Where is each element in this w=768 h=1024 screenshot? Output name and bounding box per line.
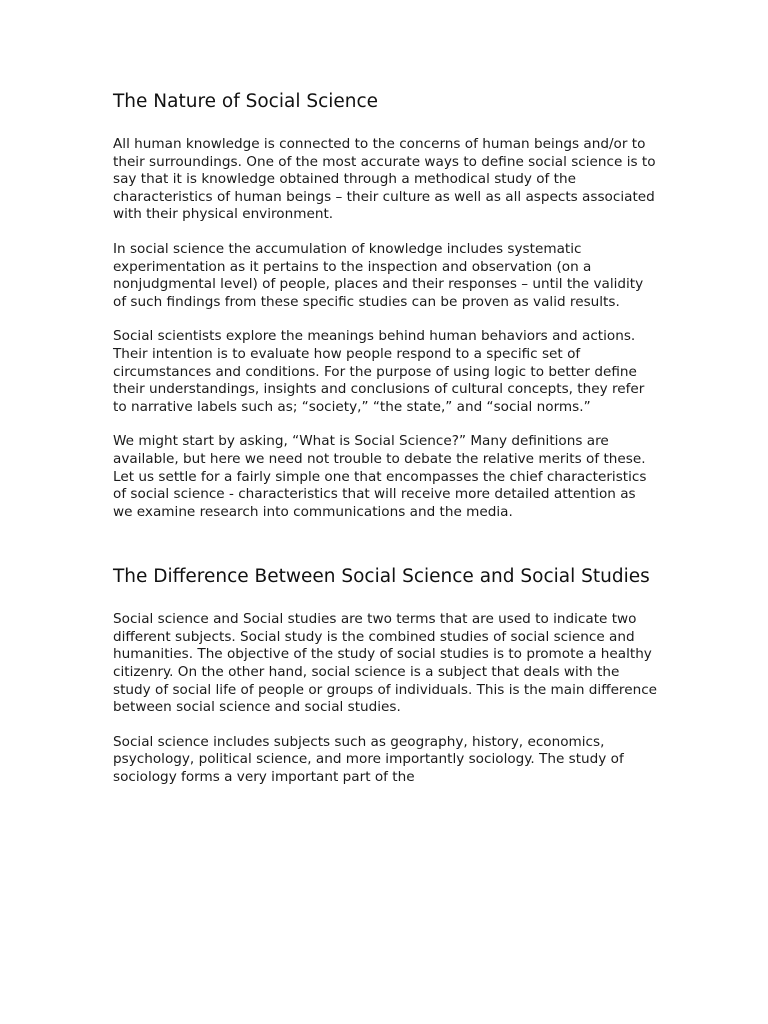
section-title-difference-social-science-studies: The Difference Between Social Science and Social Studies: [113, 566, 650, 588]
paragraph: All human knowledge is connected to the concerns of human beings and/or to their surroundings. One of the most accurate ways to define social science is to say that it is knowledge obtained through a methodical study of the characteristics of human beings – their culture as well as all aspects associated with their physical environment.: [113, 136, 656, 223]
paragraph: In social science the accumulation of knowledge includes systematic experimentation as it pertains to the inspection and observation (on a nonjudgmental level) of people, places and their responses – until the validity of such findings from these specific studies can be proven as valid results.: [113, 240, 644, 310]
paragraph: Social scientists explore the meanings behind human behaviors and actions. Their intention is to evaluate how people respond to a specific set of circumstances and conditions. For the purpose of using logic to better define their understandings, insights and conclusions of cultural concepts, they refer to narrative labels such as; “society,” “the state,” and “social norms.”: [113, 328, 645, 415]
paragraph: Social science and Social studies are two terms that are used to indicate two different subjects. Social study is the combined studies of social science and humanities. The objective of the study of social studies is to promote a healthy citizenry. On the other hand, social science is a subject that deals with the study of social life of people or groups of individuals. This is the main difference between social science and social studies.: [113, 611, 658, 716]
section-title-nature-of-social-science: The Nature of Social Science: [113, 91, 379, 112]
paragraph: We might start by asking, “What is Social Science?” Many definitions are available, but here we need not trouble to debate the relative merits of these. Let us settle for a fairly simple one that encompasses the chief characteristics of social science - characteristics that will receive more detailed attention as we examine research into communications and the media.: [113, 433, 647, 520]
document-page: [113, 90, 658, 787]
paragraph: Social science includes subjects such as geography, history, economics, psychology, political science, and more importantly sociology. The study of sociology forms a very important part of the: [113, 733, 624, 786]
